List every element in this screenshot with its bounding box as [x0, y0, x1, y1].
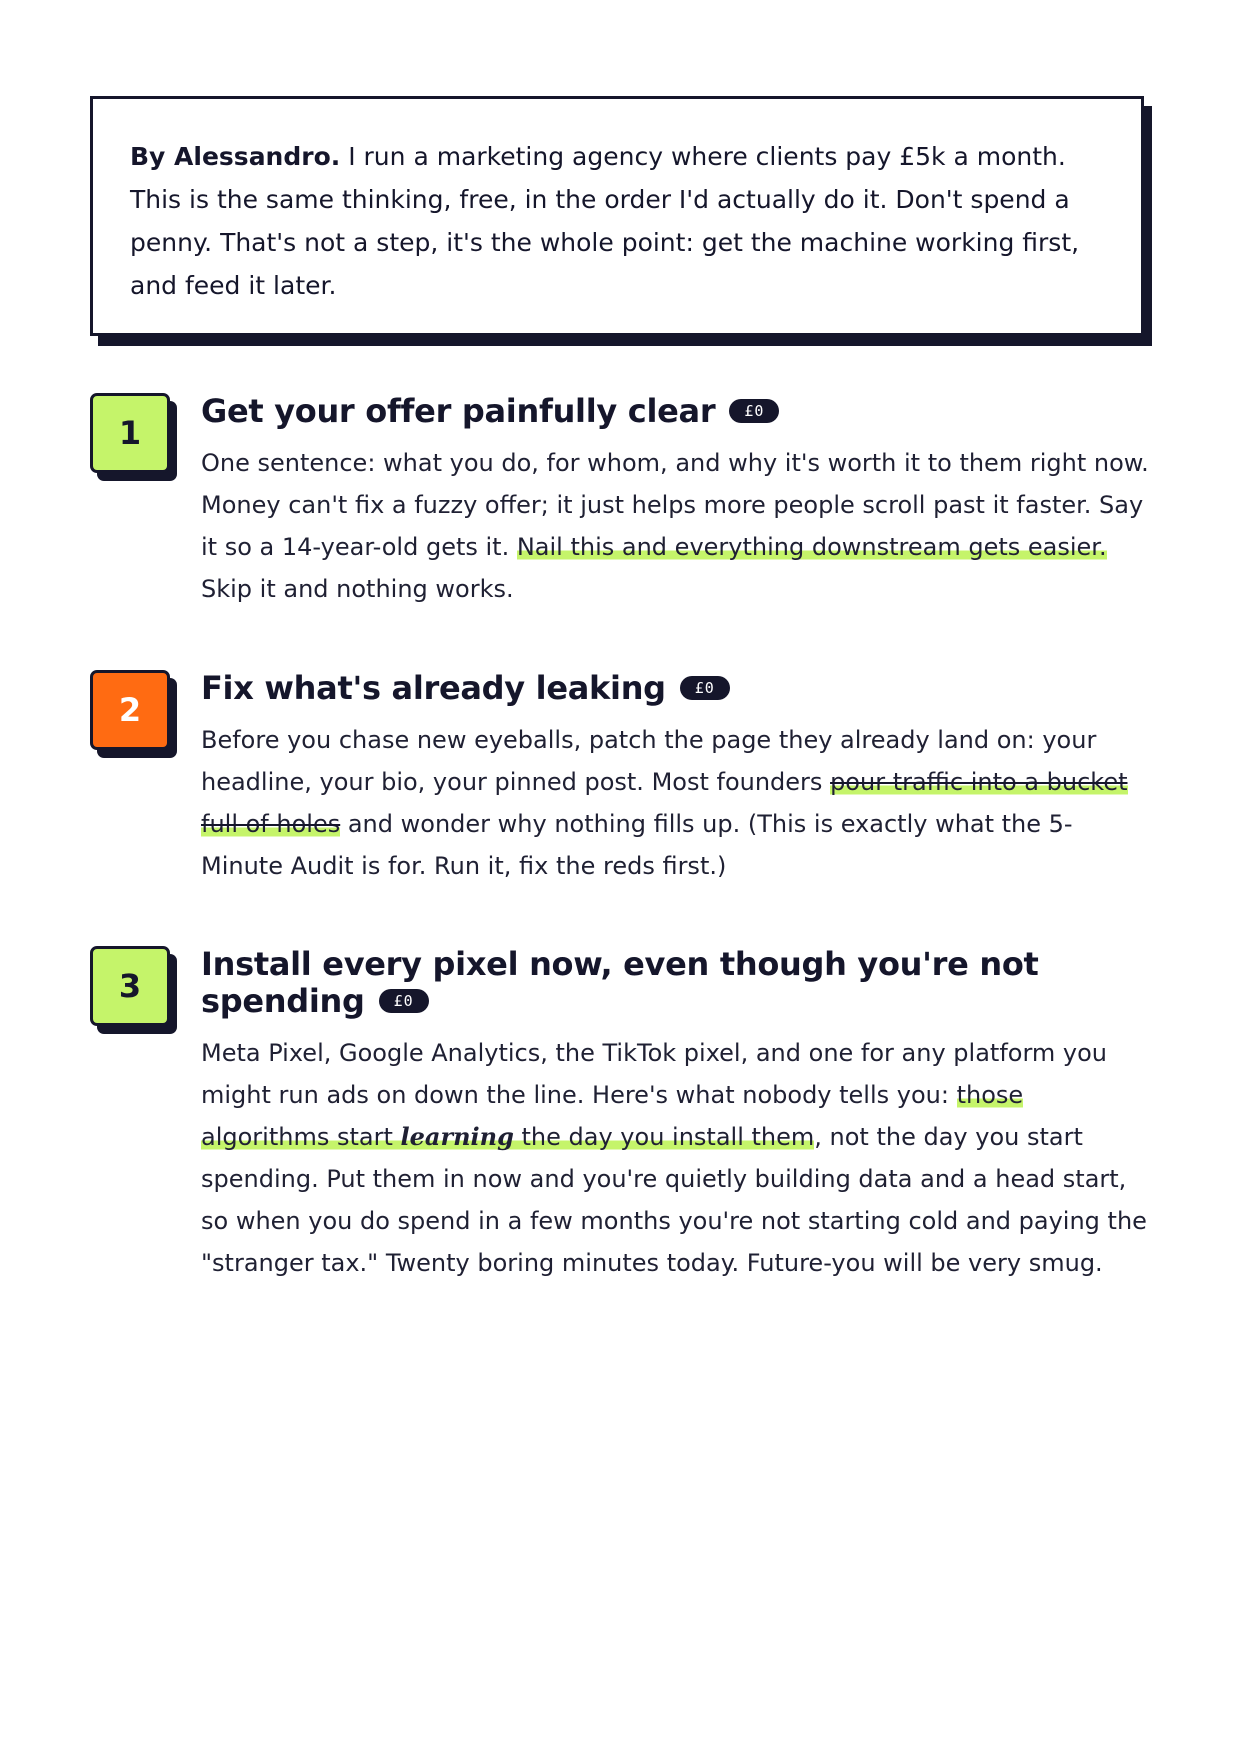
step-text-before: Before you chase new eyeballs, patch the page they already land on: your headline, your bio, your pinned post. Most founders [201, 726, 1097, 796]
step-description [201, 442, 1151, 610]
step-title-text: Install every pixel now, even though you're not spending [201, 945, 1039, 1020]
step-text-after: and wonder why nothing fills up. (This is exactly what the 5-Minute Audit is for. Run it, fix the reds first.) [201, 810, 1073, 880]
intro-callout [90, 96, 1144, 336]
step-title-text: Get your offer painfully clear [201, 392, 716, 430]
step-body [201, 946, 1151, 1284]
highlighted-struck-phrase: pour traffic into a bucket full of holes [201, 768, 1128, 838]
step-number-badge: 1 [90, 393, 170, 473]
step-description [201, 719, 1151, 887]
price-pill: £0 [729, 399, 779, 423]
step-text-after: Skip it and nothing works. [201, 575, 514, 603]
intro-text: I run a marketing agency where clients pay £5k a month. This is the same thinking, free, in the order I'd actually do it. Don't spend a penny. That's not a step, it's the whole point: get the machine working first, and feed it later. [130, 142, 1080, 300]
step-text-after: , not the day you start spending. Put them in now and you're quietly building data and a head start, so when you do spend in a few months you're not starting cold and paying the "stranger tax." Twenty boring minutes today. Future-you will be very smug. [201, 1123, 1147, 1277]
step-title-text: Fix what's already leaking [201, 669, 666, 707]
price-pill: £0 [680, 676, 730, 700]
step-title [201, 393, 1151, 430]
highlight-part-a: those algorithms start [201, 1081, 1024, 1151]
highlight-part-b: the day you install them [513, 1123, 815, 1151]
intro-author: By Alessandro. [130, 142, 341, 171]
step-title [201, 670, 1151, 707]
step-body [201, 393, 1151, 610]
step-body [201, 670, 1151, 887]
step-description [201, 1032, 1151, 1284]
step-number-badge: 2 [90, 670, 170, 750]
highlighted-phrase: Nail this and everything downstream gets easier. [516, 533, 1107, 561]
step-text-before: Meta Pixel, Google Analytics, the TikTok pixel, and one for any platform you might run ads on down the line. Here's what nobody tells you: [201, 1039, 1107, 1109]
step-title [201, 946, 1151, 1020]
price-pill: £0 [379, 989, 429, 1013]
emphasized-word: learning [400, 1122, 514, 1151]
step-text-before: One sentence: what you do, for whom, and why it's worth it to them right now. Money can't fix a fuzzy offer; it just helps more people scroll past it faster. Say it so a 14-year-old gets it. [201, 449, 1149, 561]
step-number-badge: 3 [90, 946, 170, 1026]
